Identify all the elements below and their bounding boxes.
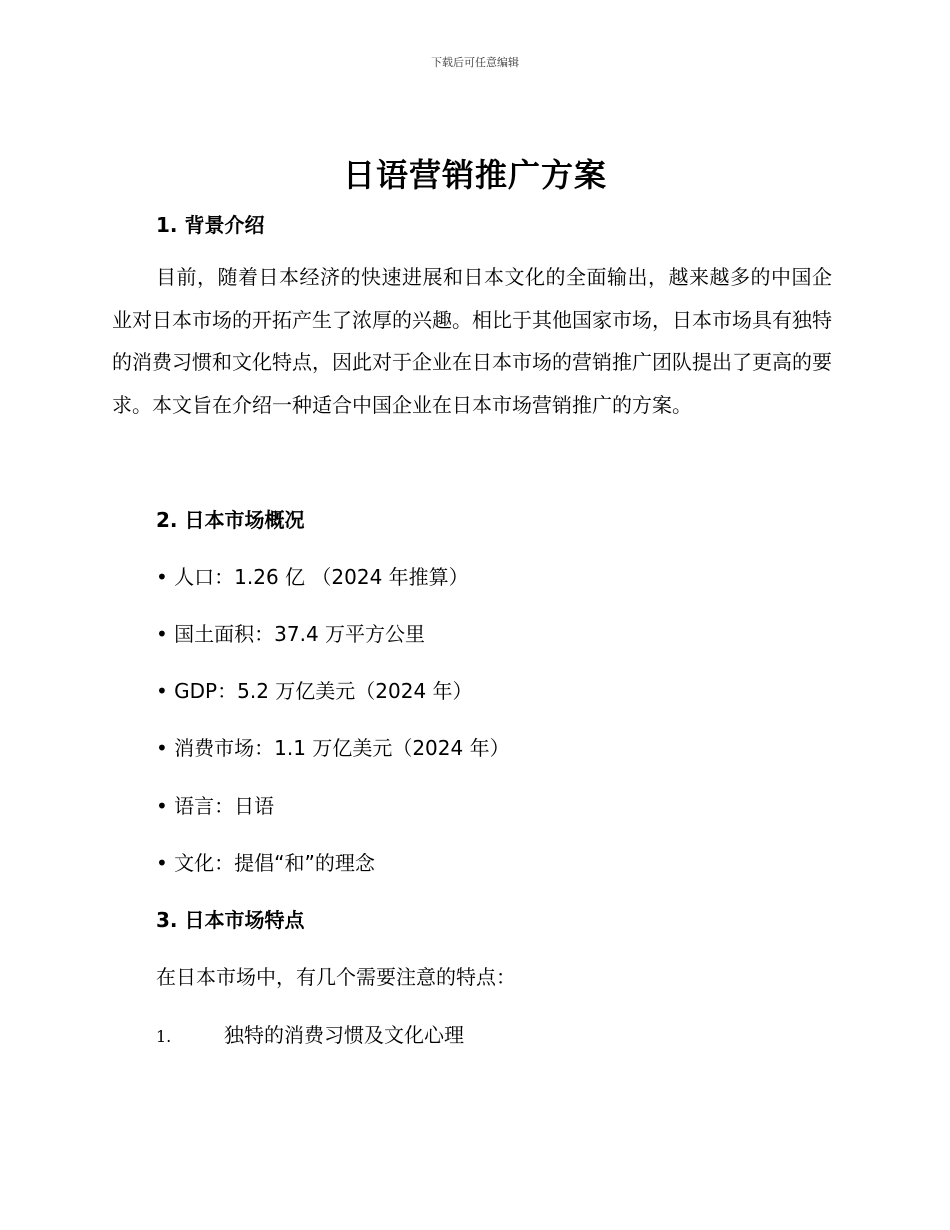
overview-item-population: • 人口：1.26 亿 （2024 年推算） <box>156 565 469 589</box>
overview-item-consumer-market: • 消费市场：1.1 万亿美元（2024 年） <box>156 736 510 760</box>
features-intro: 在日本市场中，有几个需要注意的特点： <box>156 965 516 989</box>
background-paragraph: 目前，随着日本经济的快速进展和日本文化的全面输出，越来越多的中国企业对日本市场的开拓产生了浓厚的兴趣。相比于其他国家市场，日本市场具有独特的消费习惯和文化特点，因此对于企业在日本市场的营销推广团队提出了更高的要求。本文旨在介绍一种适合中国企业在日本市场营销推广的方案。 <box>112 265 832 417</box>
page-header-note: 下载后可任意编辑 <box>431 56 519 69</box>
section-heading-overview: 2. 日本市场概况 <box>156 508 305 532</box>
overview-item-gdp: • GDP：5.2 万亿美元（2024 年） <box>156 679 473 703</box>
section-heading-features: 3. 日本市场特点 <box>156 908 305 932</box>
overview-item-culture: • 文化：提倡“和”的理念 <box>156 851 375 875</box>
list-item-text: 独特的消费习惯及文化心理 <box>224 1023 464 1047</box>
features-list-item <box>156 1019 464 1048</box>
overview-item-language: • 语言：日语 <box>156 794 275 818</box>
document-title: 日语营销推广方案 <box>342 156 607 194</box>
list-item-number: 1. <box>156 1027 172 1046</box>
overview-item-land-area: • 国土面积：37.4 万平方公里 <box>156 622 426 646</box>
section-heading-background: 1. 背景介绍 <box>156 213 265 237</box>
